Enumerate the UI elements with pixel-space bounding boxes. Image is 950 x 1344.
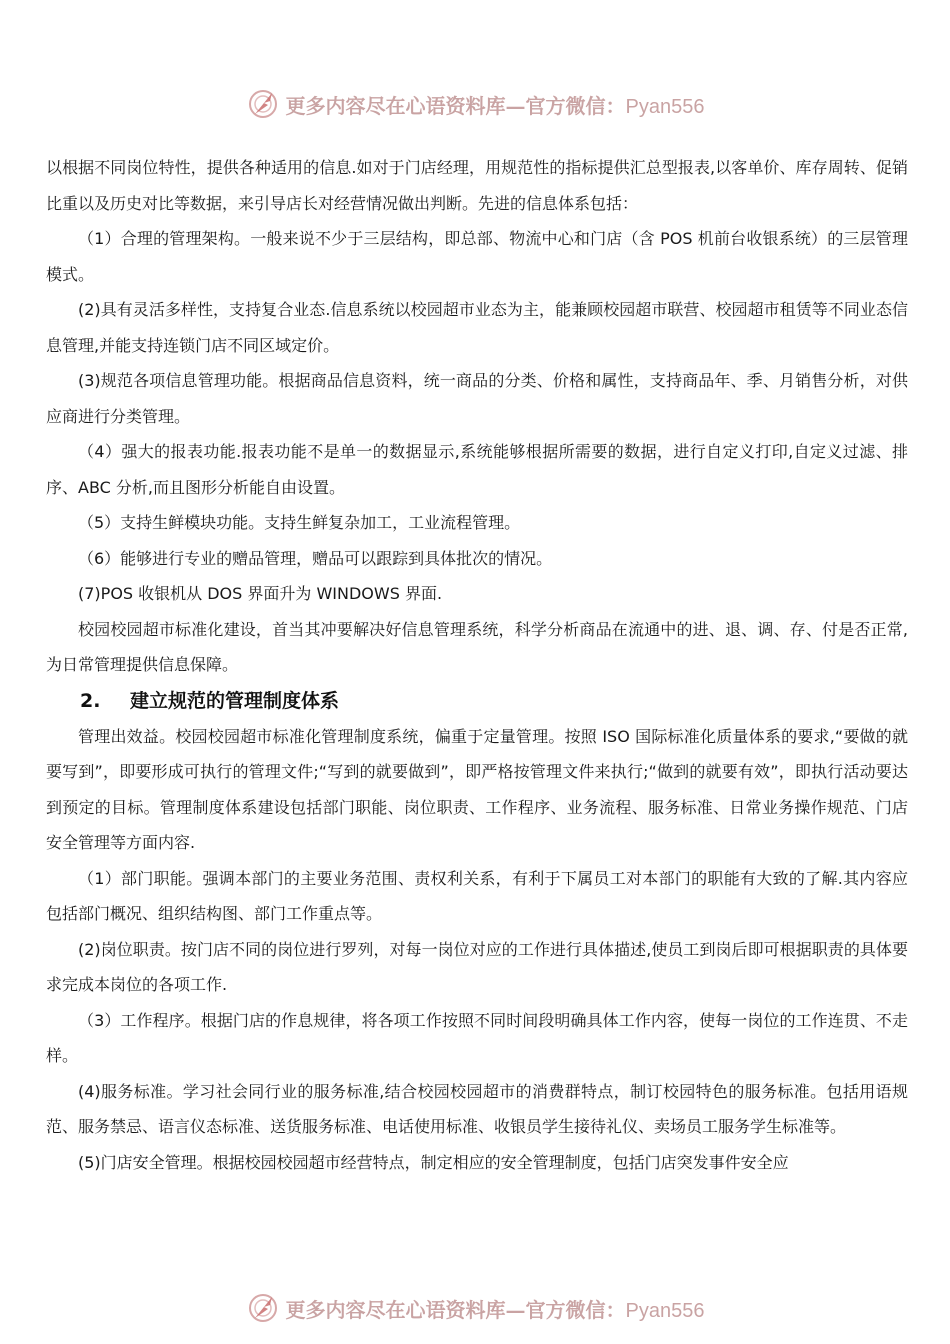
paragraph: (5)门店安全管理。根据校园校园超市经营特点，制定相应的安全管理制度，包括门店突发事件安全应 — [78, 1152, 789, 1172]
banner-text — [286, 90, 705, 119]
document-body — [46, 150, 908, 1180]
paragraph: 以根据不同岗位特性，提供各种适用的信息.如对于门店经理，用规范性的指标提供汇总型报表,以客单价、库存周转、促销比重以及历史对比等数据，来引导店长对经营情况做出判断。先进的信息体系包括： — [46, 158, 908, 213]
section-number: 2. — [80, 689, 101, 712]
paragraph: （1）合理的管理架构。一般来说不少于三层结构，即总部、物流中心和门店（含 POS 机前台收银系统）的三层管理模式。 — [46, 229, 908, 284]
section-title: 建立规范的管理制度体系 — [130, 689, 340, 712]
paragraph: (2)岗位职责。按门店不同的岗位进行罗列，对每一岗位对应的工作进行具体描述,使员工到岗后即可根据职责的具体要求完成本岗位的各项工作. — [46, 939, 908, 994]
header-banner — [0, 84, 950, 124]
paragraph: (3)规范各项信息管理功能。根据商品信息资料，统一商品的分类、价格和属性，支持商品年、季、月销售分析，对供应商进行分类管理。 — [46, 371, 908, 426]
quill-logo-icon — [246, 1291, 280, 1325]
banner-site-name: 更多内容尽在心语资料库 — [285, 1297, 506, 1322]
banner-official-label: 官方微信： — [525, 1297, 626, 1322]
banner-separator: — — [505, 93, 526, 118]
banner-official-label: 官方微信： — [525, 93, 626, 118]
paragraph: （5）支持生鲜模块功能。支持生鲜复杂加工，工业流程管理。 — [78, 513, 521, 532]
footer-banner — [0, 1288, 950, 1328]
quill-logo-icon — [246, 87, 280, 121]
paragraph: 管理出效益。校园校园超市标准化管理制度系统，偏重于定量管理。按照 ISO 国际标准化质量体系的要求,“要做的就要写到”，即要形成可执行的管理文件;“写到的就要做到”，即严格按管理文件来执行;“做到的就要有效”，即执行活动要达到预定的目标。管理制度体系建设包括部门职能、岗位职责、工作程序、业务流程、服务标准、日常业务操作规范、门店安全管理等方面内容. — [46, 726, 908, 852]
banner-site-name: 更多内容尽在心语资料库 — [285, 93, 506, 118]
banner-wechat-id: Pyan556 — [625, 1299, 705, 1322]
paragraph: （6）能够进行专业的赠品管理，赠品可以跟踪到具体批次的情况。 — [78, 548, 553, 568]
paragraph: (4)服务标准。学习社会同行业的服务标准,结合校园校园超市的消费群特点，制订校园特色的服务标准。包括用语规范、服务禁忌、语言仪态标准、送货服务标准、电话使用标准、收银员学生接待礼仪、卖场员工服务学生标准等。 — [46, 1081, 908, 1136]
banner-text — [286, 1294, 705, 1323]
paragraph: （1）部门职能。强调本部门的主要业务范围、责权利关系，有利于下属员工对本部门的职能有大致的了解.其内容应包括部门概况、组织结构图、部门工作重点等。 — [46, 868, 908, 923]
banner-separator: — — [505, 1297, 526, 1322]
paragraph: （3）工作程序。根据门店的作息规律，将各项工作按照不同时间段明确具体工作内容，使每一岗位的工作连贯、不走样。 — [46, 1010, 908, 1065]
paragraph: (7)POS 收银机从 DOS 界面升为 WINDOWS 界面. — [78, 584, 443, 603]
paragraph: 校园校园超市标准化建设，首当其冲要解决好信息管理系统，科学分析商品在流通中的进、退、调、存、付是否正常,为日常管理提供信息保障。 — [46, 619, 908, 674]
paragraph: （4）强大的报表功能.报表功能不是单一的数据显示,系统能够根据所需要的数据，进行自定义打印,自定义过滤、排序、ABC 分析,而且图形分析能自由设置。 — [46, 442, 908, 497]
banner-wechat-id: Pyan556 — [625, 95, 705, 118]
paragraph: (2)具有灵活多样性，支持复合业态.信息系统以校园超市业态为主，能兼顾校园超市联营、校园超市租赁等不同业态信息管理,并能支持连锁门店不同区域定价。 — [46, 300, 908, 355]
section-heading — [46, 683, 908, 719]
